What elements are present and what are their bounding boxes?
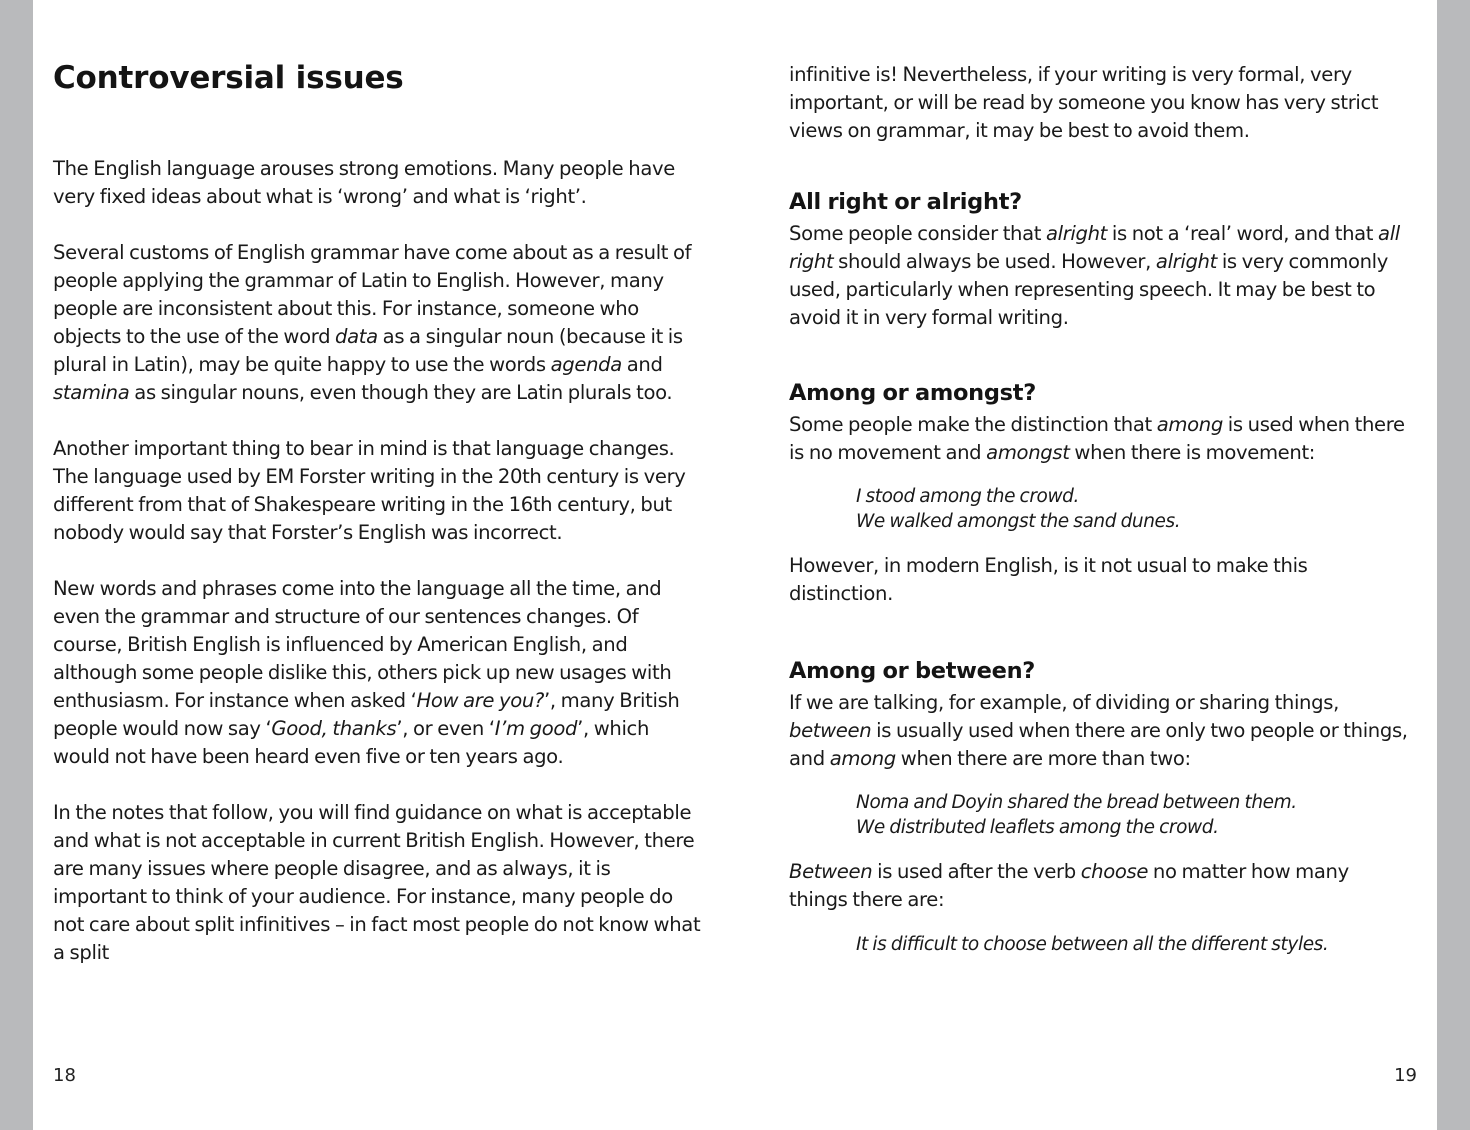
text-run: as a singular noun (because it is plural in Latin), may be quite happy to use the words	[53, 325, 683, 376]
text-run: Some people consider that	[789, 222, 1046, 245]
italic-term: among	[829, 747, 896, 770]
text-run: is used after the verb	[872, 860, 1081, 883]
paragraph-modern-usage: However, in modern English, is it not usual to make this distinction.	[789, 554, 1308, 605]
paragraph-guidance: In the notes that follow, you will find guidance on what is acceptable and what is not acceptable in current British English. However, there are many issues where people disagree, and as always, it is important to think of your audience. For instance, many people do not care about split infinitives – in fact most people do not know what a split	[53, 801, 701, 964]
text-run: is not a ‘real’ word, and that	[1107, 222, 1379, 245]
left-body	[53, 155, 703, 995]
paragraph-latin-grammar	[53, 239, 703, 407]
text-run: as singular nouns, even though they are Latin plurals too.	[129, 381, 673, 404]
example-sentence: We distributed leaflets among the crowd.	[856, 817, 1219, 838]
text-run: is used when there is no movement and	[789, 413, 1405, 464]
page-number: 18	[53, 1065, 76, 1086]
italic-term: among	[1156, 413, 1223, 436]
right-body	[789, 61, 1409, 957]
page-number: 19	[1394, 1065, 1417, 1086]
paragraph-new-words	[53, 575, 703, 771]
text-run: when there are more than two:	[895, 747, 1191, 770]
italic-term: agenda	[550, 353, 622, 376]
example-sentence: Noma and Doyin shared the bread between them.	[856, 792, 1297, 813]
text-run: should always be used. However,	[833, 250, 1156, 273]
right-page	[735, 0, 1437, 1130]
italic-term: Good, thanks	[271, 717, 397, 740]
italic-term: alright	[1045, 222, 1108, 245]
text-run: and	[621, 353, 663, 376]
text-run: ’, or even ‘	[396, 717, 495, 740]
italic-term: alright	[1155, 250, 1217, 273]
text-run: If we are talking, for example, of dividing or sharing things,	[789, 691, 1339, 714]
italic-term: choose	[1080, 860, 1149, 883]
text-run: no matter how many things there are:	[789, 860, 1349, 911]
example-sentence: It is difficult to choose between all the different styles.	[856, 934, 1329, 955]
paragraph-language-changes: Another important thing to bear in mind is that language changes. The language used by EM Forster writing in the 20th century is very different from that of Shakespeare writing in the 16th century, but nobody would say that Forster’s English was incorrect.	[53, 437, 686, 544]
italic-term: I’m good	[494, 717, 578, 740]
italic-term: between	[789, 719, 872, 742]
example-sentence: We walked amongst the sand dunes.	[856, 511, 1181, 532]
text-run: ’, which would not have been heard even five or ten years ago.	[53, 717, 650, 768]
paragraph-choose	[789, 858, 1409, 914]
text-run: Several customs of English grammar have come about as a result of people applying the grammar of Latin to English. However, many people are inconsistent about this. For instance, someone who objects to the use of the word	[53, 241, 692, 348]
paragraph-all-right	[789, 220, 1409, 332]
italic-term: stamina	[53, 381, 130, 404]
italic-term: all right	[789, 222, 1400, 273]
italic-term: How are you?	[416, 689, 545, 712]
paragraph-intro: The English language arouses strong emotions. Many people have very fixed ideas about what is ‘wrong’ and what is ‘right’.	[53, 157, 675, 208]
section-heading-all-right: All right or alright?	[789, 189, 1022, 215]
left-page	[33, 0, 735, 1130]
example-sentence: I stood among the crowd.	[856, 486, 1080, 507]
paragraph-among-between	[789, 689, 1409, 773]
italic-term: data	[335, 325, 378, 348]
italic-term: amongst	[986, 441, 1070, 464]
book-spread	[33, 0, 1437, 1130]
text-run: is very commonly used, particularly when representing speech. It may be best to avoid it in very formal writing.	[789, 250, 1389, 329]
text-run: New words and phrases come into the language all the time, and even the grammar and structure of our sentences changes. Of course, British English is influenced by American English, and although some people dislike this, others pick up new usages with enthusiasm. For instance when asked ‘	[53, 577, 672, 712]
page-title: Controversial issues	[53, 60, 404, 96]
paragraph-continuation: infinitive is! Nevertheless, if your writing is very formal, very important, or will be read by someone you know has very strict views on grammar, it may be best to avoid them.	[789, 63, 1379, 142]
text-run: Some people make the distinction that	[789, 413, 1157, 436]
text-run: when there is movement:	[1069, 441, 1316, 464]
text-run: is usually used when there are only two people or things, and	[789, 719, 1408, 770]
section-heading-among-between: Among or between?	[789, 658, 1036, 684]
italic-term: Between	[789, 860, 873, 883]
text-run: ’, many British people would now say ‘	[53, 689, 680, 740]
section-heading-among-amongst: Among or amongst?	[789, 380, 1036, 406]
paragraph-among-amongst	[789, 411, 1409, 467]
